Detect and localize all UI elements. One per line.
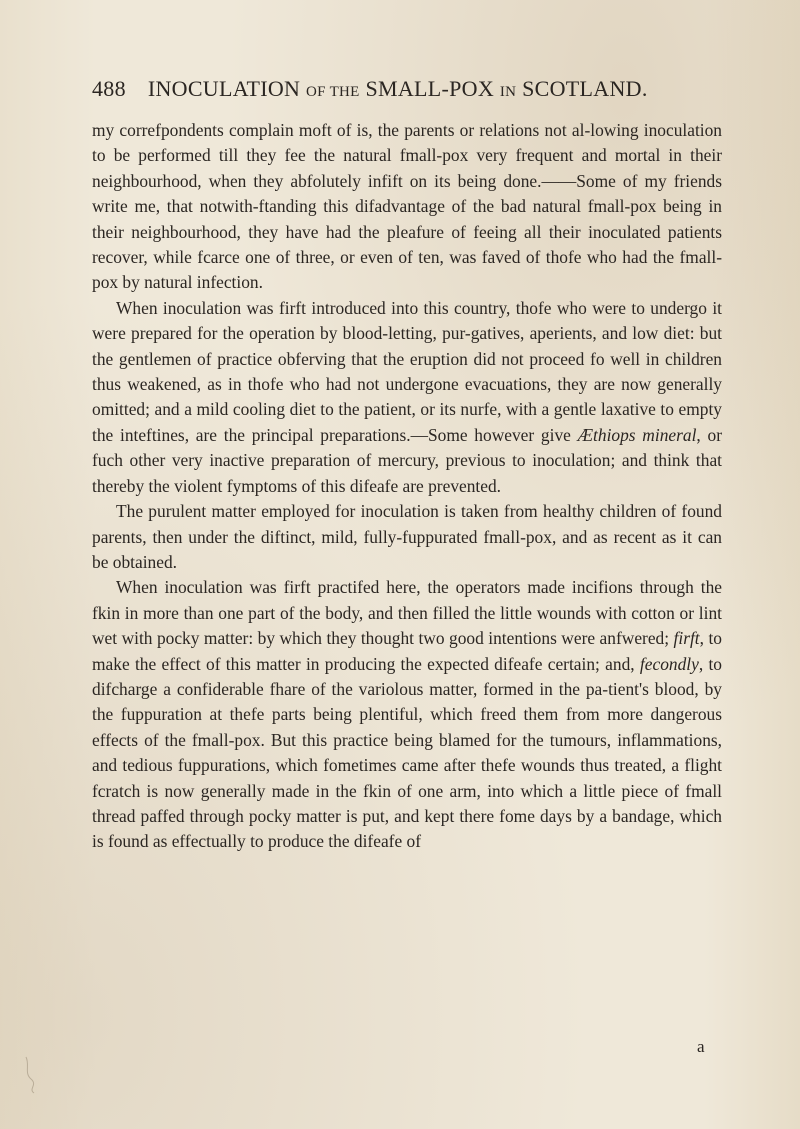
title-part-scotland: SCOTLAND. <box>516 76 648 101</box>
title-part-of-the: OF THE <box>306 84 360 100</box>
text-segment: When inoculation was firft practifed here, the operators made incifions through the fkin in more than one part of the body, and then filled the little wounds with cotton or lint wet with pocky matter: by which they thought two good intentions were anfwered; <box>92 577 722 649</box>
running-header <box>92 76 732 112</box>
body-text <box>92 118 722 855</box>
text-segment: my correfpondents complain moft of is, the parents or relations not al-lowing inoculation to be performed till they fee the natural fmall-pox very frequent and mortal in their neighbourhood, when they abfolutely infift on its being done.——Some of my friends write me, that notwith-ftanding this difadvantage of the bad natural fmall-pox being in their neighbourhood, they have had the pleafure of feeing all their inoculated patients recover, while fcarce one of three, or even of ten, was faved of thofe who had the fmall-pox by natural infection. <box>92 120 722 293</box>
paragraph <box>92 296 722 499</box>
text-segment: , to difcharge a confiderable fhare of the variolous matter, formed in the pa-tient's blood, by the fuppuration at thefe parts being plentiful, which freed them from more dangerous effects of the fmall-pox. But this practice being blamed for the tumours, inflammations, and tedious fuppurations, which fometimes came after thefe wounds thus treated, a flight fcratch is now generally made in the fkin of one arm, into which a little piece of fmall thread paffed through pocky matter is put, and kept there fome days by a bandage, which is found as effectually to produce the difeafe of <box>92 653 722 852</box>
page-number: 488 <box>92 76 126 101</box>
italic-text: firft <box>673 628 700 649</box>
text-segment: When inoculation was firft introduced into this country, thofe who were to undergo it were prepared for the operation by blood-letting, pur-gatives, aperients, and low diet: but the gentlemen of practice obferving that the eruption did not proceed fo well in children thus weakened, as in thofe who had not undergone evacuations, they are now generally omitted; and a mild cooling diet to the patient, or its nurfe, with a gentle laxative to empty the inteftines, are the principal preparations.—Some however give <box>92 297 722 445</box>
italic-text: fecondly <box>639 653 699 674</box>
text-segment: , or fuch other very inactive preparation of mercury, previous to inoculation; and think that thereby the violent fymptoms of this difeafe are prevented. <box>92 424 722 496</box>
paragraph <box>92 499 722 575</box>
text-segment: The purulent matter employed for inoculation is taken from healthy children of found parents, then under the diftinct, mild, fully-fuppurated fmall-pox, and as recent as it can be obtained. <box>92 501 722 572</box>
paragraph <box>92 575 722 854</box>
title-part-inoculation: INOCULATION <box>147 76 307 101</box>
catchword: a <box>697 1037 705 1056</box>
running-title <box>148 76 648 102</box>
text-segment: , to make the effect of this matter in producing the expected difeafe certain; and, <box>92 628 722 674</box>
paragraph <box>92 118 722 296</box>
title-part-in: IN <box>499 84 517 100</box>
italic-text: Æthiops mineral <box>577 424 697 445</box>
margin-pencil-mark-icon <box>22 1055 42 1095</box>
title-part-small-pox: SMALL-POX <box>359 76 500 101</box>
